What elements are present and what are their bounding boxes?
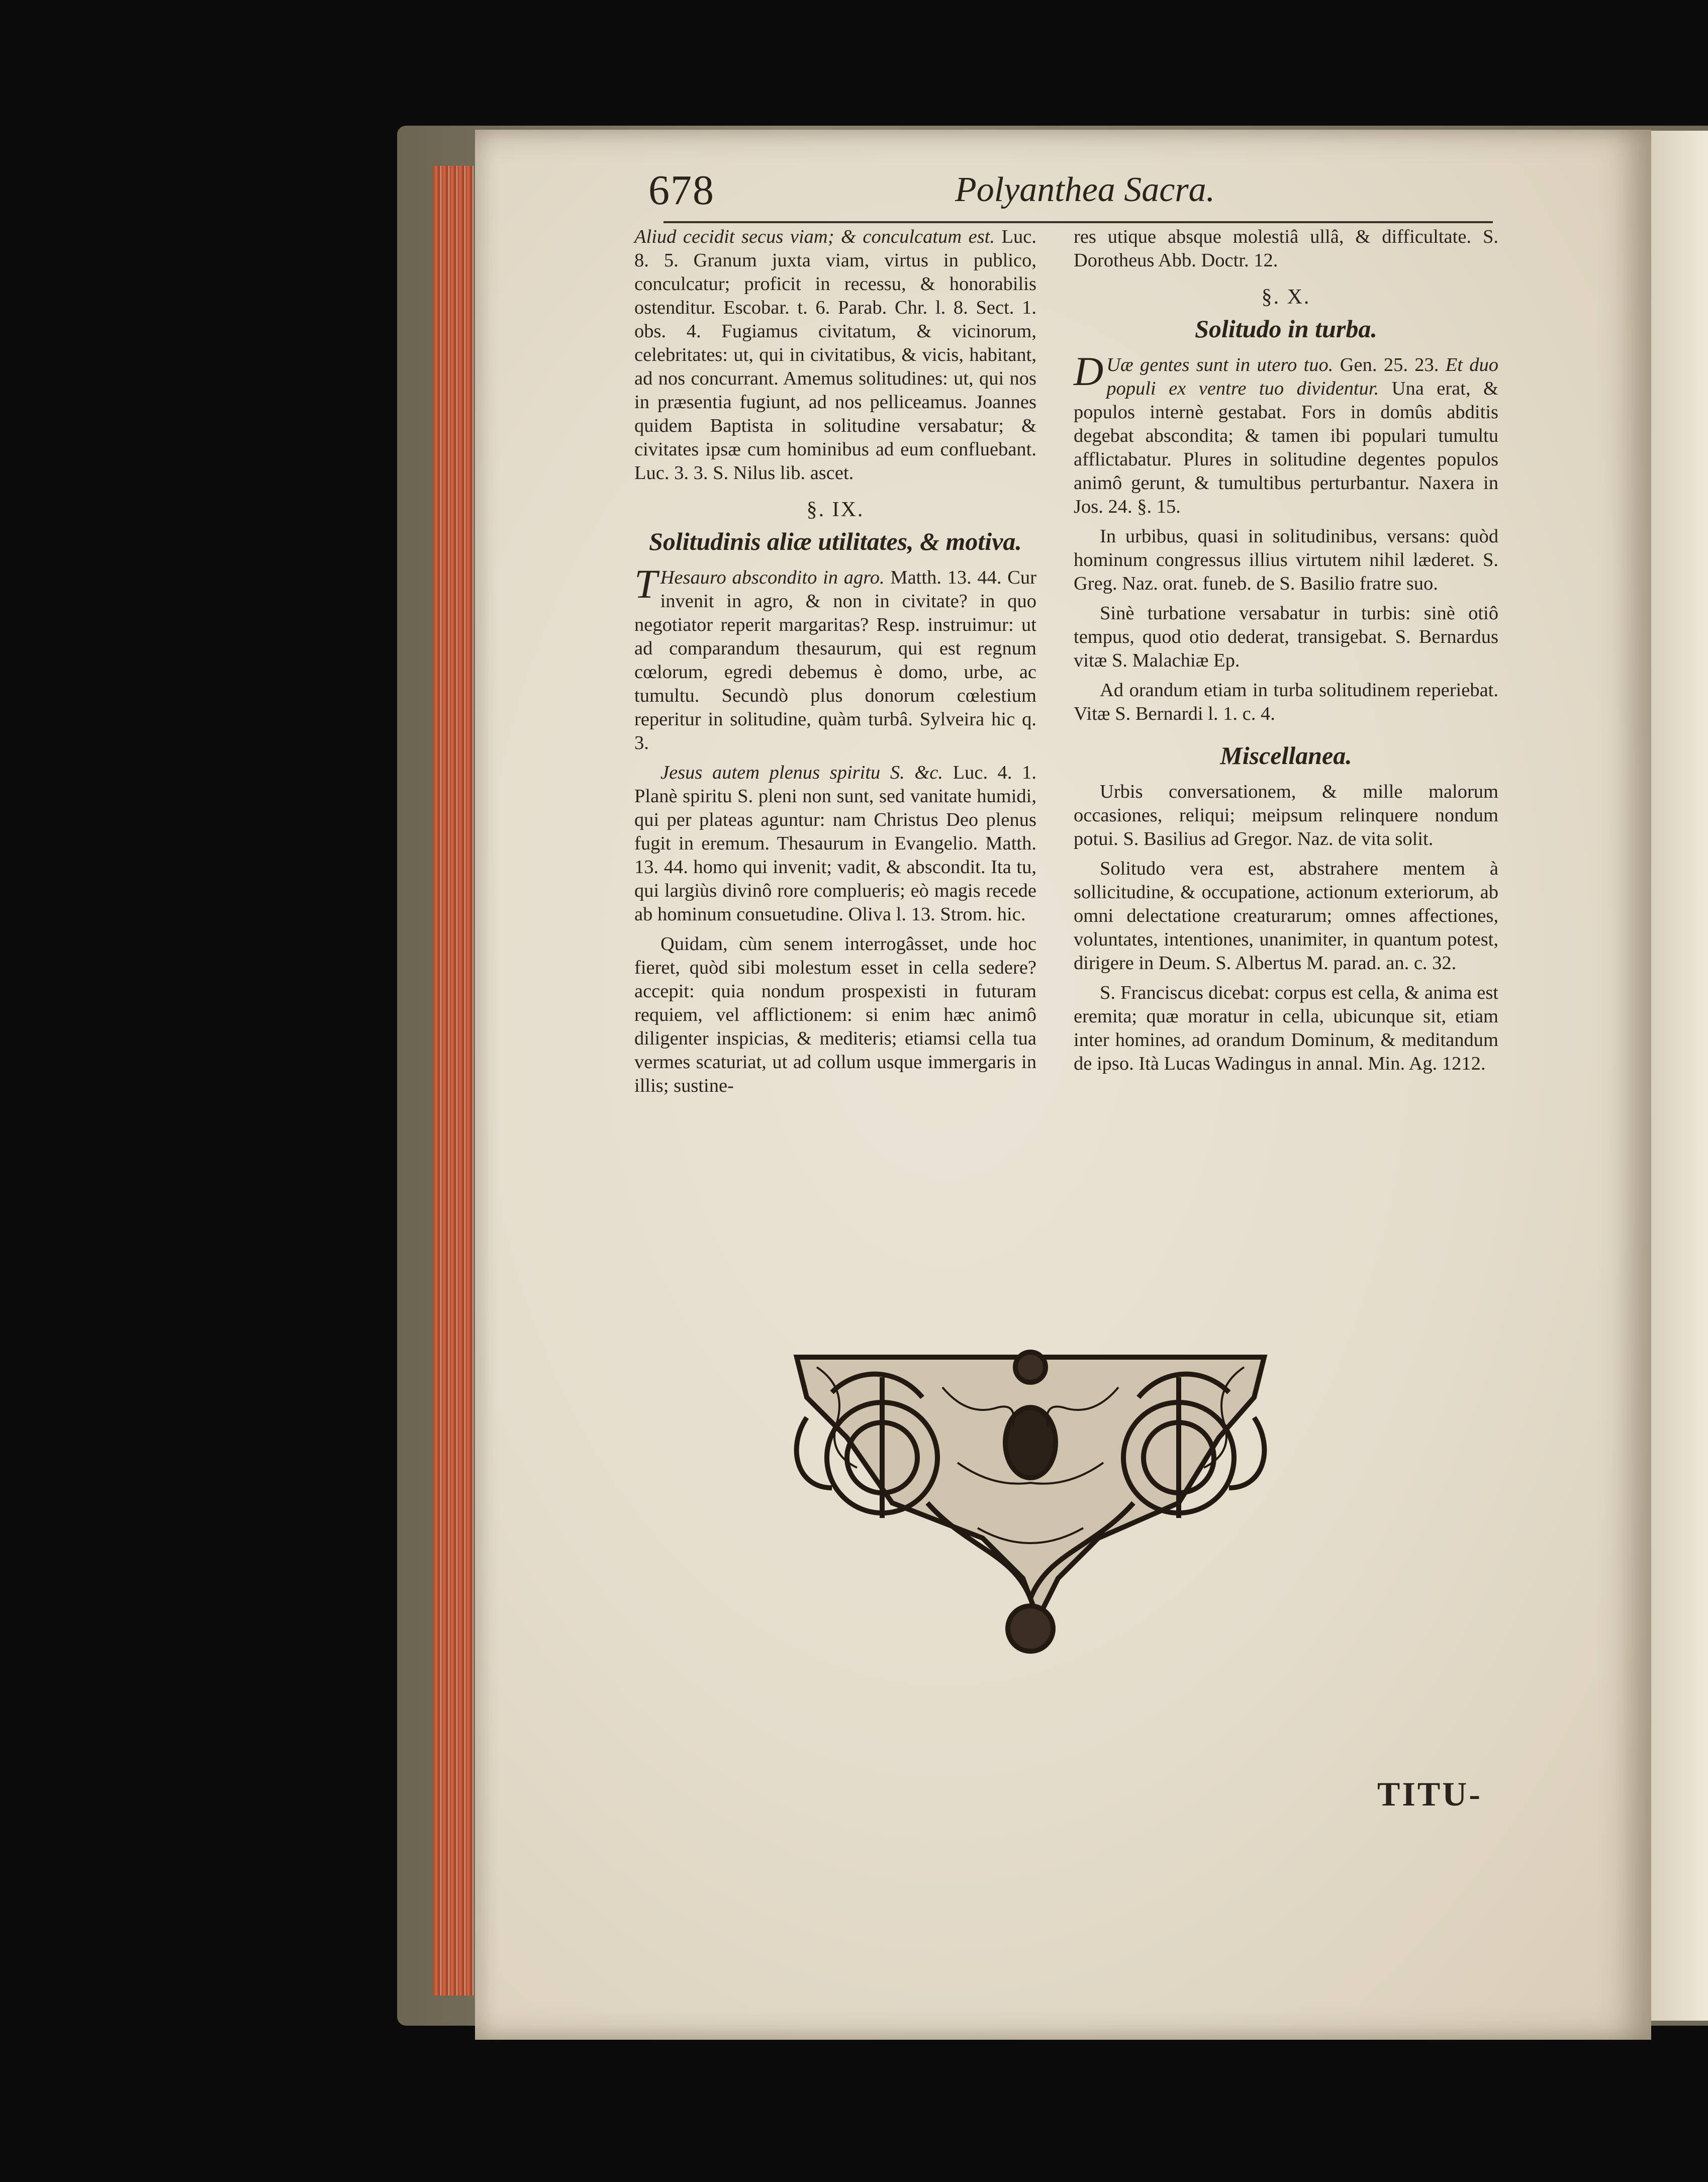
- page-number: 678: [648, 167, 715, 214]
- section-title: Solitudinis aliæ utilitates, & motiva.: [649, 527, 1022, 555]
- running-title: Polyanthea Sacra.: [955, 170, 1215, 209]
- paragraph: [634, 761, 1036, 926]
- paragraph: [1074, 857, 1498, 975]
- paragraph-text: Sinè turbatione versabatur in turbis: sinè otiô tempus, quod otio dederat, transigebat. S. Bernardus vitæ S. Malachiæ Ep.: [1074, 603, 1498, 671]
- scripture-quote: Hesauro abscondito in agro.: [660, 567, 885, 588]
- scripture-quote: Aliud cecidit secus viam; & conculcatum est.: [634, 226, 995, 247]
- paragraph-text: Matth. 13. 44. Cur invenit in agro, & non in civitate? in quo negotiator reperit margaritas? Resp. instruimur: ut ad comparandum thesaurum, qui est regnum cœlorum, egredi debemus è domo, urbe, ac tumultu. Secundò plus donorum cœlestium reperitur in solitudine, quàm turbâ. Sylveira hic q. 3.: [634, 567, 1036, 753]
- paragraph-text: res utique absque molestiâ ullâ, & difficultate. S. Dorotheus Abb. Doctr. 12.: [1074, 226, 1498, 271]
- section-number: §. IX.: [806, 498, 865, 521]
- section-title: Miscellanea.: [1220, 741, 1352, 770]
- paragraph: [1074, 981, 1498, 1076]
- right-column: [1074, 225, 1498, 1082]
- reference: Gen. 25. 23.: [1340, 354, 1439, 375]
- paragraph: [1074, 780, 1498, 851]
- woodcut-tailpiece-ornament-icon: [777, 1337, 1284, 1689]
- paragraph: [1074, 225, 1498, 272]
- catchword: TITU-: [1377, 1775, 1482, 1813]
- section-title: Solitudo in turba.: [1195, 315, 1377, 343]
- paragraph-text: Una erat, & populos internè gestabat. Fors in domûs abditis degebat absconditа; & tamen ibi populari tumultu afflictabatur. Plures in solitudine degentes populos animô gerunt, & tumultibus perturbantur. Naxera in Jos. 24. §. 15.: [1074, 378, 1498, 517]
- paragraph: [1074, 348, 1499, 519]
- paragraph-text: Luc. 8. 5. Granum juxta viam, virtus in publico, conculcatur; proficit in recessu, & honorabilis ostenditur. Escobar. t. 6. Parab. Chr. l. 8. Sect. 1. obs. 4. Fugiamus civitatum, & vicinorum, celebritates: ut, qui in civitatibus, & vicis, habitant, ad nos concurrant. Amemus solitudines: ut, qui nos in præsentia fugiunt, ad nos pelliceamus. Joannes quidem Baptista in solitudine versabatur; & civitates ipsæ cum hominibus ad eum confluebant. Luc. 3. 3. S. Nilus lib. ascet.: [634, 226, 1036, 484]
- paragraph-text: S. Franciscus dicebat: corpus est cella, & anima est eremita; quæ moratur in cella, ubicunque sit, etiam inter homines, ad orandum Dominum, & meditandum de ipso. Ità Lucas Wadingus in annal. Min. Ag. 1212.: [1074, 982, 1498, 1074]
- paragraph-text: Ad orandum etiam in turba solitudinem reperiebat. Vitæ S. Bernardi l. 1. c. 4.: [1074, 680, 1498, 724]
- scripture-quote: Jesus autem plenus spiritu S. &c.: [660, 762, 943, 783]
- paragraph-text: Urbis conversationem, & mille malorum occasiones, reliqui; meipsum relinquere nondum potui. S. Basilius ad Gregor. Naz. de vita solit.: [1074, 781, 1498, 849]
- paragraph-text: Solitudo vera est, abstrahere mentem à sollicitudine, & occupatione, actionum exteriorum, ab omni delectatione creaturarum; omnes affectiones, voluntates, intentiones, unanimiter, in quantum potest, dirigere in Deum. S. Albertus M. parad. an. c. 32.: [1074, 858, 1498, 974]
- left-column: [634, 225, 1036, 1104]
- drop-cap: T: [634, 561, 657, 607]
- paragraph-text: In urbibus, quasi in solitudinibus, versans: quòd hominum congressus illius virtutem nihil læderet. S. Greg. Naz. orat. funeb. de S. Basilio fratre suo.: [1074, 526, 1498, 594]
- scripture-quote: Uæ gentes sunt in utero tuo.: [1106, 354, 1334, 375]
- paragraph: [1074, 525, 1498, 596]
- paragraph: [634, 932, 1036, 1098]
- page-edges: [433, 166, 473, 1996]
- scripture-quote: Et duo populi ex ventre tuo dividentur.: [1106, 354, 1499, 399]
- paragraph-text: Quidam, cùm senem interrogâsset, unde hoc fieret, quòd sibi molestum esset in cella sedere? accepit: quia nondum prospexisti in futuram requiem, vel afflictionem: si enim hæc animô diligenter inspicias, & mediteris; etiamsi cella tua vermes scaturiat, ut ad collum usque immergaris in illis; sustine-: [634, 933, 1036, 1096]
- paragraph: [1074, 602, 1498, 673]
- paragraph: [634, 225, 1036, 485]
- facing-page-edge: [1649, 131, 1708, 2021]
- header-rule: [663, 221, 1493, 223]
- section-number: §. X.: [1261, 286, 1311, 309]
- paragraph-text: Luc. 4. 1. Planè spiritu S. pleni non sunt, sed vanitate humidi, qui per plateas aguntur: nam Christus Deo plenus fugit in eremum. Thesaurum in Evangelio. Matth. 13. 44. homo qui invenit; vadit, & abscondit. Ita tu, qui largiùs divinô rore complueris; eò magis recede ab hominum consuetudine. Oliva l. 13. Strom. hic.: [634, 762, 1037, 925]
- paragraph: [1074, 679, 1498, 726]
- page-header: [648, 166, 1493, 221]
- drop-cap: D: [1074, 348, 1104, 394]
- paragraph: [634, 561, 1036, 755]
